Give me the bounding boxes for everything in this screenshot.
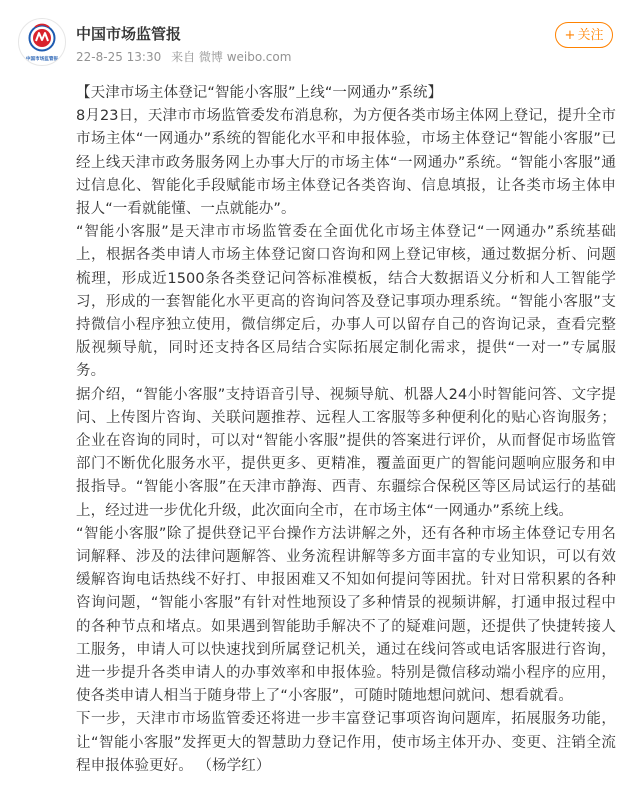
post-paragraph: “智能小客服”是天津市市场监管委在全面优化市场主体登记“一网通办”系统基础上，根据各类申请人市场主体登记窗口咨询和网上登记审核，通过数据分析、问题梳理，形成近1500条各类登记问答标准模板，结合大数据语义分析和人工智能学习，形成的一套智能化水平更高的咨询问答及登记事项办理系统。“智能小客服”支持微信小程序独立使用，微信绑定后，办事人可以留存自己的咨询记录，查看完整版视频导航，同时还支持各区局结合实际拓展定制化需求，提供“一对一”专属服务。 [76,224,616,380]
avatar[interactable] [18,18,66,66]
plus-icon: + [564,28,576,43]
post-source: 来自 微博 weibo.com [171,50,292,64]
post-title: 【天津市场主体登记“智能小客服”上线“一网通办”系统】 [76,85,443,101]
post-paragraph: 下一步，天津市市场监管委还将进一步丰富登记事项咨询问题库，拓展服务功能，让“智能小客服”发挥更大的智慧助力登记作用，使市场主体开办、变更、注销全流程申报体验更好。 （杨学红） [76,711,616,774]
svg-text:中国市场监管报: 中国市场监管报 [25,57,59,62]
post-meta [76,48,297,65]
post-paragraph: “智能小客服”除了提供登记平台操作方法讲解之外，还有各种市场主体登记专用名词解释、涉及的法律问题解答、业务流程讲解等多方面丰富的专业知识，可以有效缓解咨询电话热线不好打、申报困难又不知如何提问等困扰。针对日常积累的各种咨询问题，“智能小客服”有针对性地预设了多种情景的视频讲解，打通申报过程中的各种节点和堵点。如果遇到智能助手解决不了的疑难问题，还提供了快捷转接人工服务，申请人可以快速找到所属登记机关，通过在线问答或电话客服进行咨询，进一步提升各类申请人的办事效率和申报体验。特别是微信移动端小程序的应用，使各类申请人相当于随身带上了“小客服”，可随时随地想问就问、想看就看。 [76,525,616,705]
china-market-regulation-logo-icon [19,19,65,65]
post-content [76,82,616,778]
follow-label: 关注 [577,28,604,43]
post-header [0,0,635,80]
post-time[interactable]: 22-8-25 13:30 [76,50,162,64]
post-paragraph: 据介绍，“智能小客服”支持语音引导、视频导航、机器人24小时智能问答、文字提问、上传图片咨询、关联问题推荐、远程人工客服等多种便利化的贴心咨询服务；企业在咨询的同时，可以对“智能小客服”提供的答案进行评价，从而督促市场监管部门不断优化服务水平，提供更多、更精准，覆盖面更广的智能问题响应服务和申报指导。“智能小客服”在天津市静海、西青、东疆综合保税区等区局试运行的基础上，经过进一步优化升级，此次面向全市，在市场主体“一网通办”系统上线。 [76,386,616,519]
post-paragraph: 8月23日，天津市市场监管委发布消息称，为方便各类市场主体网上登记，提升全市市场主体“一网通办”系统的智能化水平和申报体验，市场主体登记“智能小客服”已经上线天津市政务服务网上办事大厅的市场主体“一网通办”系统。“智能小客服”通过信息化、智能化手段赋能市场主体登记各类咨询、信息填报，让各类市场主体申报人“一看就能懂、一点就能办”。 [76,108,616,218]
follow-button[interactable] [555,22,613,48]
author-name[interactable]: 中国市场监管报 [76,25,182,43]
